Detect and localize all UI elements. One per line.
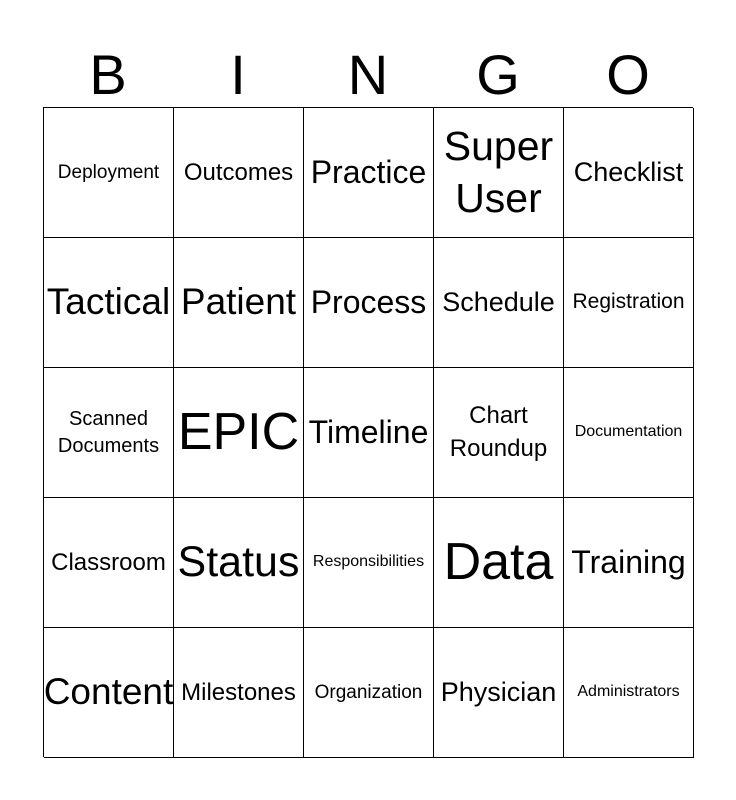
bingo-board	[43, 107, 693, 757]
cell-label: Outcomes	[183, 158, 294, 186]
bingo-cell[interactable]	[174, 108, 304, 238]
bingo-cell[interactable]	[44, 368, 174, 498]
cell-label: Organization	[314, 681, 423, 703]
cell-label: Registration	[572, 290, 685, 314]
bingo-cell[interactable]	[44, 628, 174, 758]
bingo-cell[interactable]	[434, 368, 564, 498]
header-letter-g: G	[476, 43, 520, 106]
bingo-cell[interactable]	[44, 108, 174, 238]
bingo-cell[interactable]	[304, 108, 434, 238]
cell-label: Practice	[310, 154, 427, 191]
cell-label: Status	[177, 537, 300, 586]
cell-label: Classroom	[51, 548, 166, 576]
bingo-cell[interactable]	[304, 238, 434, 368]
header-letter-b: B	[89, 43, 127, 106]
bingo-cell[interactable]	[174, 368, 304, 498]
cell-label: Deployment	[57, 161, 160, 183]
cell-label: Timeline	[308, 414, 429, 451]
bingo-cell[interactable]	[564, 368, 694, 498]
bingo-cell[interactable]	[564, 628, 694, 758]
cell-label: Chart Roundup	[449, 402, 548, 462]
bingo-cell[interactable]	[434, 498, 564, 628]
bingo-cell[interactable]	[434, 628, 564, 758]
header-letter-i: I	[230, 43, 246, 106]
bingo-cell[interactable]	[44, 498, 174, 628]
bingo-cell[interactable]	[564, 498, 694, 628]
cell-label: Tactical	[46, 281, 171, 323]
bingo-cell[interactable]	[304, 628, 434, 758]
cell-label: Documentation	[574, 423, 683, 441]
bingo-cell[interactable]	[434, 238, 564, 368]
bingo-cell[interactable]	[174, 628, 304, 758]
bingo-cell[interactable]	[564, 108, 694, 238]
cell-label: Milestones	[181, 678, 296, 706]
cell-label: Super User	[443, 123, 554, 221]
cell-label: Process	[310, 284, 427, 321]
bingo-cell[interactable]	[44, 238, 174, 368]
cell-label: Content	[44, 671, 174, 713]
bingo-cell[interactable]	[304, 368, 434, 498]
bingo-cell[interactable]	[174, 238, 304, 368]
cell-label: Responsibilities	[312, 553, 425, 571]
cell-label: Physician	[440, 676, 557, 707]
bingo-cell[interactable]	[434, 108, 564, 238]
cell-label: Training	[571, 544, 686, 581]
cell-label: Checklist	[573, 156, 684, 187]
cell-label: EPIC	[177, 402, 300, 461]
cell-label: Data	[443, 532, 554, 591]
bingo-cell[interactable]	[304, 498, 434, 628]
cell-label: Patient	[180, 281, 297, 323]
cell-label: Administrators	[577, 683, 680, 701]
header-letter-n: N	[347, 43, 389, 106]
bingo-cell[interactable]	[564, 238, 694, 368]
bingo-cell[interactable]	[174, 498, 304, 628]
header-letter-o: O	[606, 43, 650, 106]
cell-label: Schedule	[442, 286, 555, 317]
cell-label: Scanned Documents	[57, 407, 160, 457]
bingo-header	[43, 44, 693, 106]
